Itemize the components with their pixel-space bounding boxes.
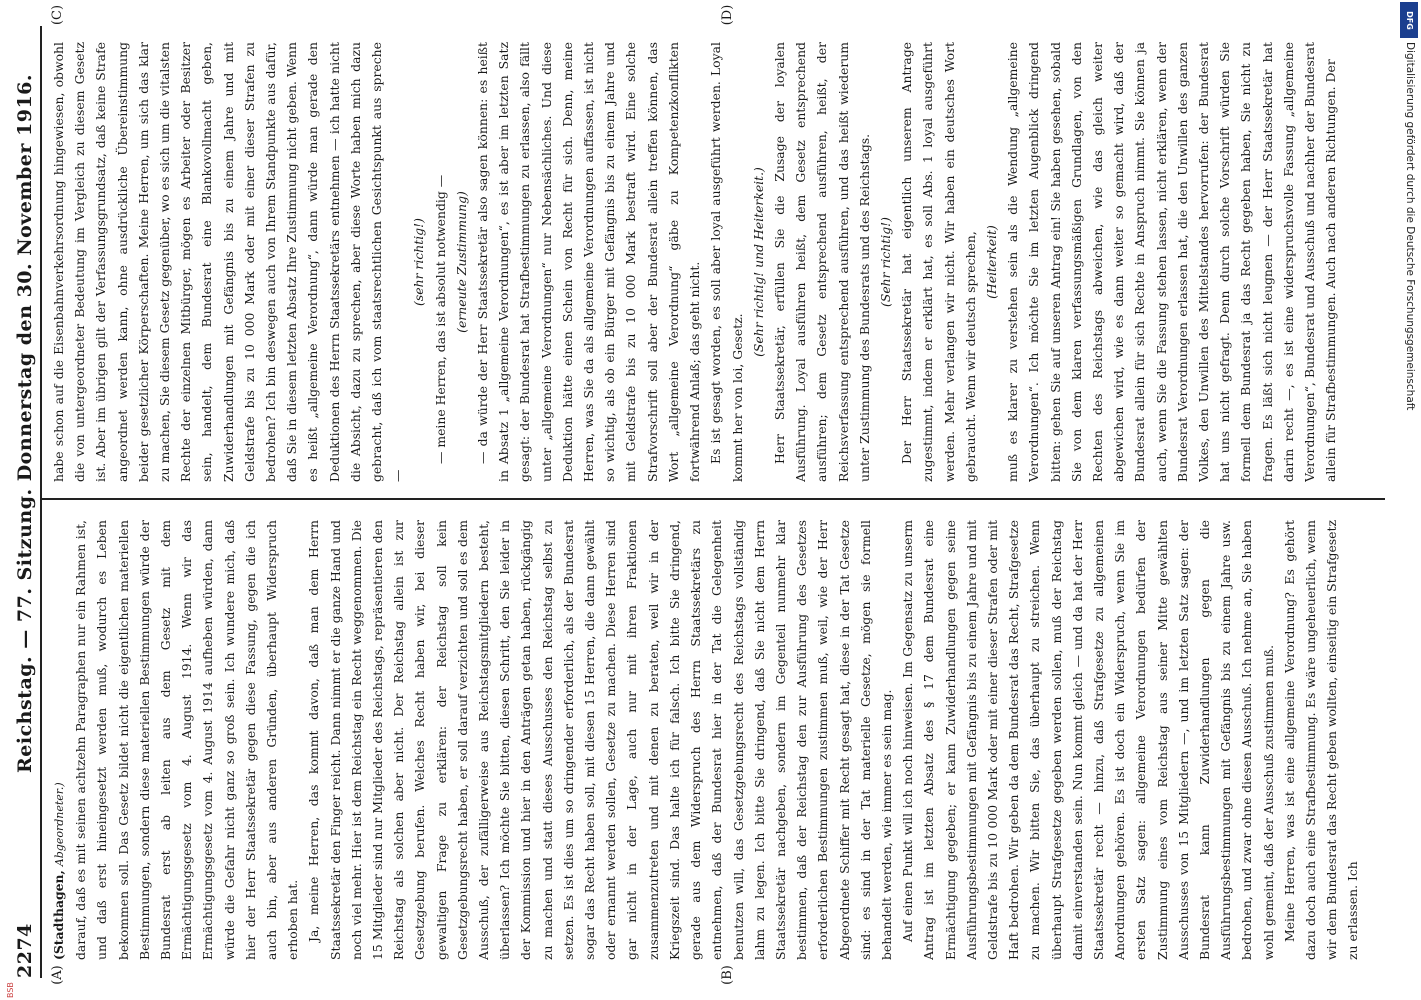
- header-rule: [40, 26, 42, 978]
- paragraph: habe schon auf die Eisenbahnverkehrsordnung hingewiesen, obwohl die von untergeordneter Bedeutung im Vergleich zu diesem Gesetz ist. Aber im übrigen gilt der Verfassungsgrundsatz, daß keine Strafe angeordnet werden kann, ohne ausdrückliche Übereinstimmung beider gesetzlicher Körperschaften. Meine Herren, um sich das klar zu machen, Sie diesem Gesetz gegenüber, wo es sich um die vitalsten Rechte der einzelnen Mitbürger, mögen es Arbeiter oder Besitzer sein, handelt, dem Bundesrat eine Blankovollmacht geben, Zuwiderhandlungen mit Gefängnis bis zu einem Jahre und mit Geldstrafe bis zu 10 000 Mark oder mit einer dieser Strafen zu bedrohen? Ich bin deswegen auch von Ihrem Standpunkte aus dafür, daß Sie in diesem letzten Absatz Ihre Zustimmung nicht geben. Wenn es heißt „allgemeine Verordnung“, dann würde man gerade den Deduktionen des Herrn Staatssekretärs entnehmen — ich hatte nicht die Absicht, dazu zu sprechen, aber diese Worte haben mich dazu gebracht, daß ich vom staatsrechtlichen Gesichtspunkt aus spreche —: [51, 42, 406, 482]
- margin-label-a: (A): [50, 965, 65, 985]
- page-header: [10, 20, 38, 978]
- interjection: (erneute Zustimmung): [453, 191, 469, 333]
- paragraph: — meine Herren, das ist absolut notwendig —: [432, 174, 448, 464]
- bsb-stamp: [6, 968, 18, 998]
- digitization-caption: [1404, 42, 1418, 972]
- paragraph: Herr Staatssekretär, erfüllen Sie die Zusage der loyalen Ausführung. Loyal ausführen heißt, dem Gesetz entsprechend ausführen; dem Gesetz entsprechend ausführen, heißt, der Reichsverfassung entsprechend ausführen, und das heißt wiederum unter Zustimmung des Bundesrats und des Reichstags.: [771, 42, 872, 482]
- interjection: (sehr richtig!): [411, 218, 427, 306]
- dfg-logo: DFG: [1400, 2, 1418, 38]
- paragraph: Meine Herren, was ist eine allgemeine Verordnung? Es gehört dazu doch auch eine Strafbestimmung. Es wäre ungeheuerlich, wenn wir dem Bundesrat das Recht geben wollten, einseitig ein Strafgesetz zu erlassen. Ich: [1281, 520, 1361, 960]
- speaker-line: [48, 520, 70, 960]
- margin-label-b: (B): [720, 965, 735, 985]
- speaker-role: Abgeordneter.): [53, 782, 66, 867]
- right-text-column: [48, 42, 1378, 482]
- page-title: Reichstag. — 77. Sitzung. Donnerstag den 30. November 1916.: [14, 73, 36, 773]
- speaker-name: (Stadthagen,: [51, 870, 66, 960]
- page-number: 2274: [14, 923, 36, 978]
- bsb-stamp-text: BSB: [6, 982, 15, 998]
- paragraph: Es ist gesagt worden, es soll aber loyal ausgeführt werden. Loyal kommt her von loi, Gesetz.: [708, 42, 745, 482]
- paragraph: Auf einen Punkt will ich noch hinweisen. Im Gegensatz zu unserm Antrag ist im letzten Absatz des § 17 dem Bundesrat eine Ermächtigung gegeben; er kann Zuwiderhandlungen gegen seine Ausführungsbestimmungen mit Gefängnis bis zu einem Jahre und mit Geldstrafe bis zu 10 000 Mark oder mit einer dieser Strafen oder mit Haft bedrohen. Wir geben da dem Bundesrat das Recht, Strafgesetze zu machen. Wir bitten Sie, das überhaupt zu streichen. Wenn überhaupt Strafgesetze gegeben werden sollen, muß der Reichstag damit einverstanden sein. Nun kommt gleich — und da hat der Herr Staatssekretär recht — hinzu, daß Strafgesetze zu allgemeinen Anordnungen gehören. Es ist doch ein Widerspruch, wenn Sie im ersten Satz sagen: allgemeine Verordnungen bedürfen der Zustimmung eines vom Reichstag aus seiner Mitte gewählten Ausschusses von 15 Mitgliedern —, und im letzten Satz sagen: der Bundesrat kann Zuwiderhandlungen gegen die Ausführungsbestimmungen mit Gefängnis bis zu einem Jahre usw. bedrohen, und zwar ohne diesen Ausschuß. Ich nehme an, Sie haben wohl gemeint, daß der Ausschuß zustimmen muß.: [900, 520, 1276, 960]
- margin-label-d: (D): [720, 4, 735, 26]
- interjection: (Heiterkeit): [983, 225, 999, 299]
- paragraph: Der Herr Staatssekretär hat eigentlich unserem Antrage zugestimmt, indem er erklärt hat, es soll Abs. 1 loyal ausgeführt werden. Mehr verlangen wir nicht. Wir haben ein deutsches Wort gebraucht. Wenn wir deutsch sprechen,: [899, 42, 978, 482]
- left-text-column: [48, 520, 1378, 960]
- paragraph: Ja, meine Herren, das kommt davon, daß man dem Herrn Staatssekretär den Finger reicht. Dann nimmt er die ganze Hand und noch viel mehr. Hier ist dem Reichstag ein Recht weggenommen. Die 15 Mitglieder sind nur Mitglieder des Reichstags, repräsentieren den Reichstag als solchen aber nicht. Der Reichstag allein ist zur Gesetzgebung berufen. Welches Recht haben wir, bei dieser gewaltigen Frage zu erklären: der Reichstag soll kein Gesetzgebungsrecht haben, er soll darauf verzichten und soll es dem Ausschuß, der zufälligerweise aus Reichstagsmitgliedern besteht, überlassen? Ich möchte Sie bitten, diesen Schritt, den Sie leider in der Kommission und hier in den Anträgen getan haben, rückgängig zu machen und statt dieses Ausschusses den Reichstag selbst zu setzen. Es ist dies um so dringender erforderlich, als der Bundesrat sogar das Recht haben soll, mit diesen 15 Herren, die dann gewählt oder ernannt werden sollen, Gesetze zu machen. Diese Herren sind gar nicht in der Lage, auch nur mit ihren Fraktionen zusammenzutreten und mit denen zu beraten, weil wir in der Kriegszeit sind. Das halte ich für falsch. Ich bitte Sie dringend, gerade aus dem Widerspruch des Herrn Staatssekretärs zu entnehmen, daß der Bundesrat hier in der Tat die Gelegenheit benutzen will, das Gesetzgebungsrecht des Reichstags vollständig lahm zu legen. Ich bitte Sie dringend, daß Sie nicht dem Herrn Staatssekretär nachgeben, sondern im Gegenteil nunmehr klar bestimmen, daß der Reichstag den zur Ausführung des Gesetzes erforderlichen Bestimmungen zustimmen muß, weil, wie der Herr Abgeordnete Schiffer mit Recht gesagt hat, diese in der Tat Gesetze sind: es sind in der Tat materielle Gesetze, mögen sie formell behandelt werden, wie immer es sein mag.: [306, 520, 894, 960]
- paragraph: muß es klarer zu verstehen sein als die Wendung „allgemeine Verordnungen“. Ich möchte Sie im letzten Augenblick dringend bitten: gehen Sie auf unseren Antrag ein! Sie haben gesehen, sobald Sie von dem klaren verfassungsmäßigen Grundlagen, von den Rechten des Reichstags abweichen, wie das gleich weiter abgewichen wird, wie es dann weiter so gemacht wird, daß der Bundesrat allein für sich Rechte in Anspruch nimmt. Sie können ja auch, wenn Sie die Fassung stehen lassen, nicht erklären, wenn der Bundesrat Verordnungen erlassen hat, die den Unwillen des ganzen Volkes, den Unwillen des Mittelstandes hervorrufen: der Bundesrat hat uns nicht gefragt. Denn durch solche Vorschrift würden Sie formell dem Bundesrat ja das Recht gegeben haben, Sie nicht zu fragen. Es läßt sich nicht leugnen — der Herr Staatssekretär hat darin recht —, es ist eine widerspruchsvolle Fassung „allgemeine Verordnungen“, Bundesrat und Ausschuß und nachher der Bundesrat allein für Strafbestimmungen. Auch nach anderen Richtungen. Der: [1005, 42, 1339, 482]
- column-divider: [40, 498, 1385, 500]
- interjection: (Sehr richtig! und Heiterkeit.): [750, 167, 766, 357]
- caption-text: Digitalisierung gefördert durch die Deutsche Forschungsgemeinschaft: [1404, 42, 1416, 411]
- interjection: (Sehr richtig!): [877, 217, 893, 307]
- paragraph: darauf, daß es mit seinen achtzehn Paragraphen nur ein Rahmen ist, und daß erst hineingesetzt werden muß, wodurch es Leben bekommen soll. Das Gesetz bildet nicht die eigentlichen materiellen Bestimmungen, sondern diese materiellen Bestimmungen würde der Bundesrat erst ab leiten aus dem Gesetz mit dem Ermächtigungsgesetz vom 4. August 1914. Wenn wir das Ermächtigungsgesetz vom 4. August 1914 aufheben würden, dann würde die Gefahr nicht ganz so groß sein. Ich wundere mich, daß hier der Herr Staatssekretär gegen diese Fassung, gegen die ich auch bin, aber aus anderen Gründen, überhaupt Widerspruch erhoben hat.: [73, 520, 301, 960]
- paragraph: — da würde der Herr Staatssekretär also sagen können: es heißt in Absatz 1 „allgemeine Verordnungen“, es ist aber im letzten Satz gesagt: der Bundesrat hat Strafbestimmungen zu erlassen, also fällt unter „allgemeine Verordnungen“ nur Nebensächliches. Und diese Deduktion hätte einen Schein von Recht für sich. Denn, meine Herren, was Sie da als allgemeine Verordnungen auffassen, ist nicht so wichtig, als ob ein Bürger mit Gefängnis bis zu einem Jahre und mit Geldstrafe bis zu 10 000 Mark bestraft wird. Eine solche Strafvorschrift soll aber der Bundesrat allein treffen können, das Wort „allgemeine Verordnung“ gäbe zu Kompetenzkonflikten fortwährend Anlaß; das geht nicht.: [475, 42, 703, 482]
- margin-label-c: (C): [50, 4, 65, 26]
